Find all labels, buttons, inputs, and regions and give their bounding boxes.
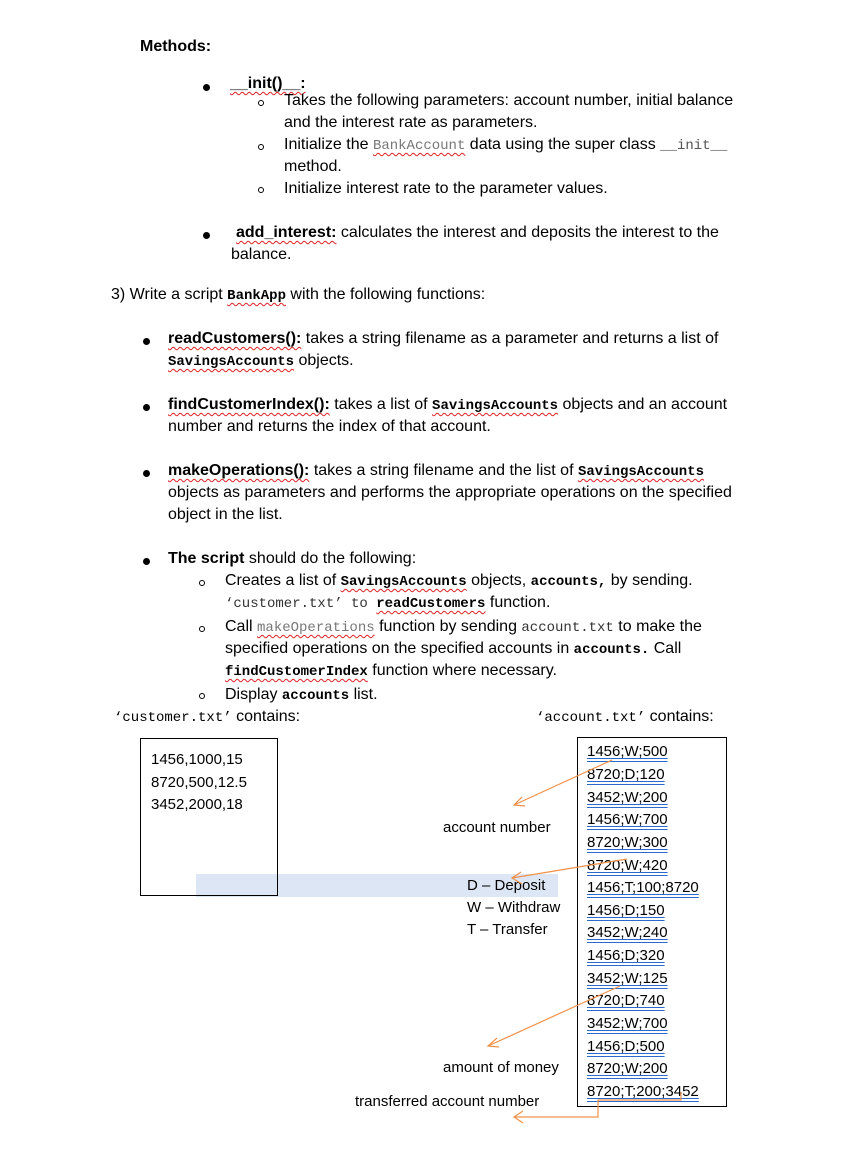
customer-file-caption: ‘customer.txt’ contains: [114, 708, 301, 726]
find-customer-line2: number and returns the index of that account. [168, 418, 491, 435]
account-line: 3452;W;240 [587, 924, 668, 941]
question-3: 3) Write a script BankApp with the following functions: [111, 286, 486, 304]
script-step3: Display accounts list. [225, 686, 378, 704]
label-transfer: T – Transfer [467, 921, 548, 938]
add-interest-line2: balance. [231, 246, 292, 263]
account-file-caption: ‘account.txt’ contains: [536, 708, 714, 726]
account-line: 8720;T;200;3452 [587, 1083, 699, 1100]
arrow-deposit [512, 859, 627, 878]
init-method-name: __init()__: [230, 75, 306, 92]
arrow-head-icon [488, 1038, 499, 1047]
make-operations-line3: object in the list. [168, 506, 283, 523]
init-sub1a: Takes the following parameters: account number, initial balance [284, 92, 734, 109]
account-line: 3452;W;200 [587, 789, 668, 806]
script-step1: Creates a list of SavingsAccounts objects, accounts, by sending. [225, 572, 693, 590]
account-line: 8720;D;120 [587, 766, 665, 783]
account-line: 1456;D;500 [587, 1038, 665, 1055]
read-customers-line2: SavingsAccounts objects. [168, 352, 354, 370]
script-heading: The script should do the following: [168, 550, 417, 567]
account-line: 1456;D;320 [587, 947, 665, 964]
arrow-amount [488, 986, 620, 1046]
account-line: 8720;D;740 [587, 992, 665, 1009]
make-operations-line2: objects as parameters and performs the appropriate operations on the specified [168, 484, 732, 501]
make-operations-line: makeOperations(): takes a string filename and the list of SavingsAccounts [168, 462, 704, 480]
script-step2c: findCustomerIndex function where necessary. [225, 662, 557, 680]
account-line: 1456;W;500 [587, 743, 668, 760]
init-sub2: Initialize the BankAccount data using the super class __init__ [284, 136, 728, 154]
methods-heading: Methods: [140, 38, 212, 55]
label-deposit: D – Deposit [467, 877, 546, 894]
account-line: 8720;W;300 [587, 834, 668, 851]
account-line: 8720;W;200 [587, 1060, 668, 1077]
account-line: 1456;T;100;8720 [587, 879, 699, 896]
label-amount: amount of money [443, 1059, 559, 1076]
arrow-head-icon [514, 797, 525, 806]
script-step2b: specified operations on the specified accounts in accounts. Call [225, 640, 682, 658]
label-transferred: transferred account number [355, 1093, 540, 1110]
read-customers-line: readCustomers(): takes a string filename as a parameter and returns a list of [168, 330, 719, 347]
label-account-number: account number [443, 819, 551, 836]
customer-line: 8720,500,12.5 [151, 774, 247, 791]
label-withdraw: W – Withdraw [467, 899, 561, 916]
init-sub3: Initialize interest rate to the parameter values. [284, 180, 608, 197]
find-customer-line: findCustomerIndex(): takes a list of SavingsAccounts objects and an account [168, 396, 728, 414]
account-line: 3452;W;125 [587, 970, 668, 987]
arrow-transferred [514, 1092, 681, 1117]
account-line: 8720;W;420 [587, 857, 668, 874]
add-interest-line: add_interest: calculates the interest and deposits the interest to the [236, 224, 719, 241]
account-line: 1456;D;150 [587, 902, 665, 919]
account-line: 1456;W;700 [587, 811, 668, 828]
script-step2: Call makeOperations function by sending account.txt to make the [225, 618, 702, 636]
script-step1b: ‘customer.txt’ to readCustomers function. [225, 594, 551, 612]
init-sub1b: and the interest rate as parameters. [284, 114, 538, 131]
arrow-account-number [514, 760, 612, 805]
customer-line: 1456,1000,15 [151, 751, 243, 768]
init-sub2b: method. [284, 158, 342, 175]
customer-line: 3452,2000,18 [151, 796, 243, 813]
account-line: 3452;W;700 [587, 1015, 668, 1032]
